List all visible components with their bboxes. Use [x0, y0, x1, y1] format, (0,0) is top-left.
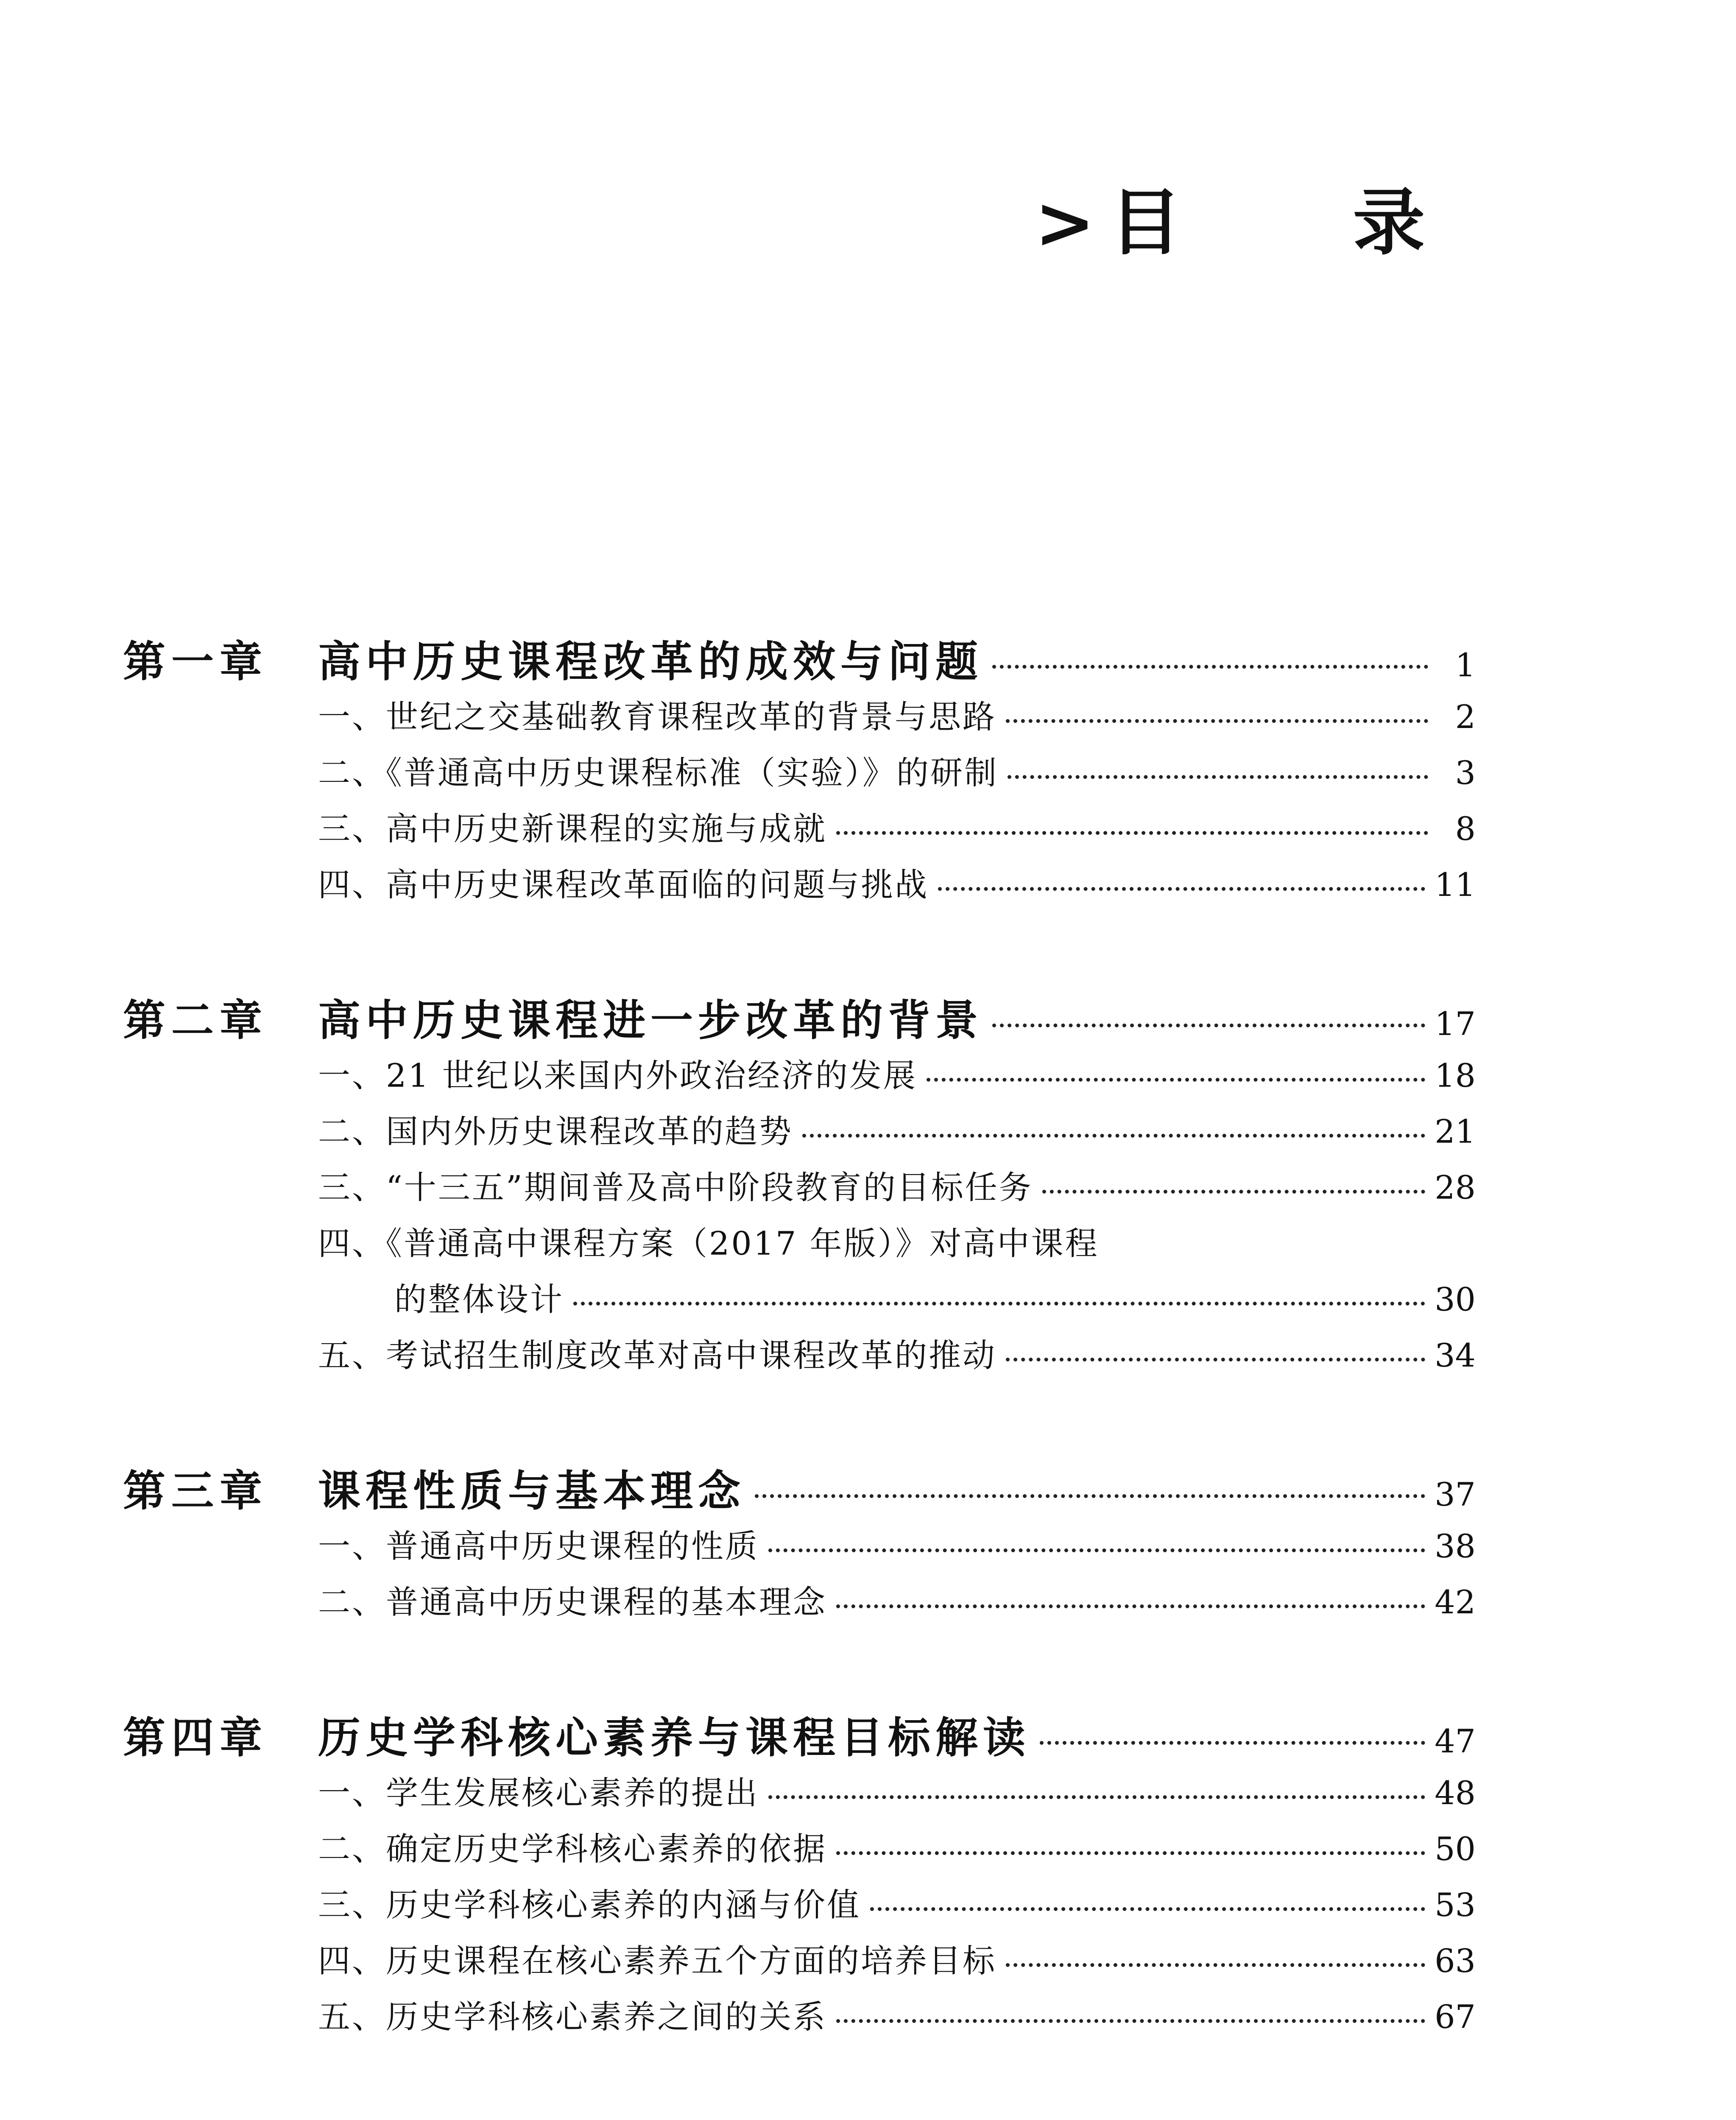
chapter-title: 历史学科核心素养与课程目标解读	[318, 1713, 1030, 1763]
chapter-number: 第三章	[123, 1466, 268, 1516]
page-number: 34	[1435, 1336, 1476, 1374]
section-title: 二、确定历史学科核心素养的依据	[318, 1830, 827, 1868]
chapter-number: 第一章	[123, 636, 268, 686]
chapter-number: 第四章	[123, 1713, 268, 1763]
page-number: 8	[1455, 810, 1476, 848]
section-title: 一、普通高中历史课程的性质	[318, 1527, 759, 1565]
title-part-1: 目	[1109, 180, 1183, 265]
section-title: 一、世纪之交基础教育课程改革的背景与思路	[318, 698, 996, 736]
page-number: 2	[1455, 698, 1476, 736]
page-number: 21	[1435, 1113, 1476, 1150]
chapter-title: 高中历史课程进一步改革的背景	[318, 995, 983, 1045]
chapter-title: 高中历史课程改革的成效与问题	[318, 636, 983, 686]
page-number: 28	[1435, 1169, 1476, 1206]
page-number: 30	[1435, 1280, 1476, 1318]
title-part-2: 录	[1353, 180, 1427, 265]
page-number: 53	[1435, 1886, 1476, 1924]
page-number: 18	[1435, 1057, 1476, 1094]
page-number: 1	[1455, 646, 1476, 684]
page-number: 48	[1435, 1774, 1476, 1812]
section-title-continuation: 的整体设计	[394, 1280, 564, 1318]
section-title: 四、高中历史课程改革面临的问题与挑战	[318, 866, 929, 904]
section-title: 二、普通高中历史课程的基本理念	[318, 1583, 827, 1621]
section-title: 二、国内外历史课程改革的趋势	[318, 1113, 793, 1150]
section-title: 一、学生发展核心素养的提出	[318, 1774, 759, 1812]
page-number: 47	[1435, 1722, 1476, 1760]
chapter-title: 课程性质与基本理念	[318, 1466, 745, 1516]
page-number: 11	[1435, 866, 1476, 904]
section-title: 五、考试招生制度改革对高中课程改革的推动	[318, 1336, 996, 1374]
section-title: 四、《普通高中课程方案（2017 年版）》对高中课程	[318, 1225, 1099, 1262]
page-number: 37	[1435, 1476, 1476, 1513]
page-number: 17	[1435, 1005, 1476, 1043]
page-number: 63	[1435, 1942, 1476, 1980]
chapter-number: 第二章	[123, 995, 268, 1045]
page-number: 50	[1435, 1830, 1476, 1868]
section-title: 二、《普通高中历史课程标准（实验）》的研制	[318, 754, 998, 792]
section-title: 五、历史学科核心素养之间的关系	[318, 1998, 827, 2036]
section-title: 一、21 世纪以来国内外政治经济的发展	[318, 1057, 917, 1094]
section-title: 三、高中历史新课程的实施与成就	[318, 810, 827, 848]
page-number: 3	[1455, 754, 1476, 792]
section-title: 三、“十三五”期间普及高中阶段教育的目标任务	[318, 1169, 1033, 1206]
section-title: 三、历史学科核心素养的内涵与价值	[318, 1886, 861, 1924]
page-number: 42	[1435, 1583, 1476, 1621]
page-number: 38	[1435, 1527, 1476, 1565]
section-title: 四、历史课程在核心素养五个方面的培养目标	[318, 1942, 996, 1980]
chevron-icon: >	[1035, 180, 1097, 265]
page-number: 67	[1435, 1998, 1476, 2036]
